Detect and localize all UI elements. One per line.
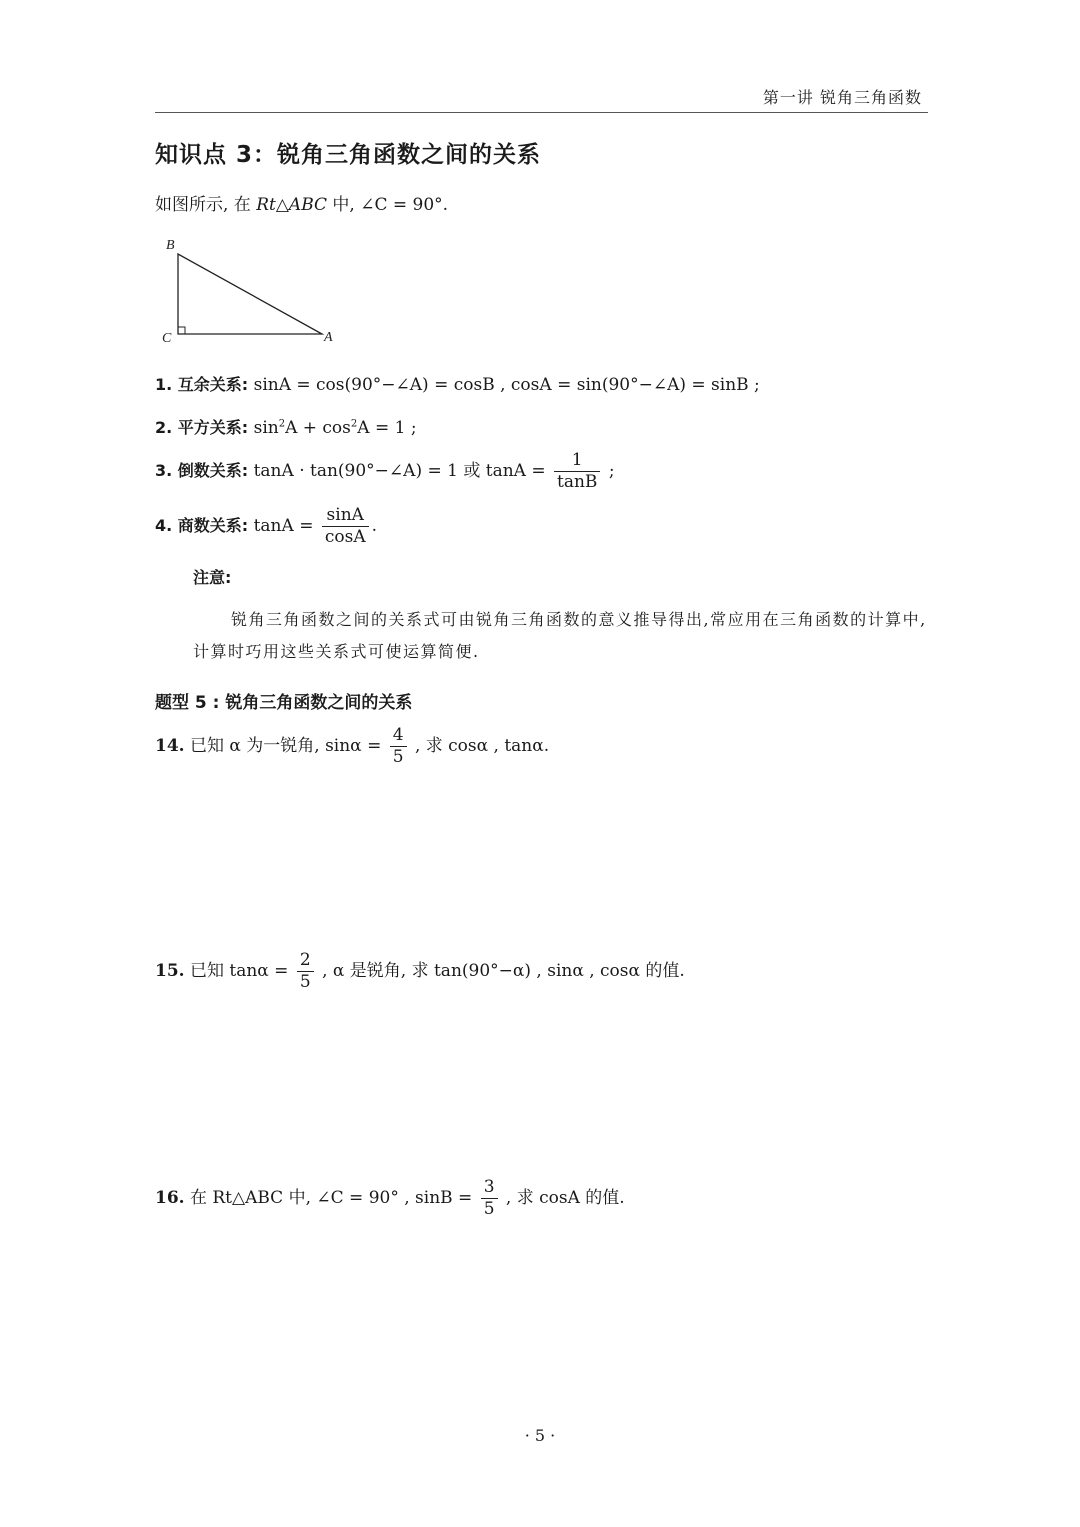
question-text: 在 Rt△ABC 中, ∠C = 90° , sinB = <box>184 1188 478 1208</box>
question-number: 15. <box>155 961 185 981</box>
fraction-denominator: 5 <box>392 747 404 767</box>
fraction <box>390 725 407 768</box>
vertex-label-b: B <box>166 238 175 253</box>
fraction-denominator: 5 <box>299 972 311 992</box>
superscript: 2 <box>278 418 286 430</box>
question-text: , 求 cosα , tanα. <box>409 736 550 756</box>
relation-label: 2. 平方关系: <box>155 418 249 437</box>
fraction <box>481 1177 498 1220</box>
page-number: · 5 · <box>524 1426 556 1445</box>
question-14 <box>155 725 549 768</box>
exercise-type-title: 题型 5 : 锐角三角函数之间的关系 <box>155 693 413 713</box>
superscript: 2 <box>350 418 358 430</box>
relation-formula-part: sin <box>248 418 279 438</box>
relation-formula-part: A = 1 ; <box>357 418 417 438</box>
fraction-numerator: 2 <box>297 950 314 972</box>
relation-label: 4. 商数关系: <box>155 516 249 535</box>
page-header <box>155 82 928 113</box>
fraction <box>554 450 600 493</box>
relation-label: 3. 倒数关系: <box>155 461 249 480</box>
vertex-label-a: A <box>324 330 333 345</box>
fraction-numerator: 1 <box>554 450 600 472</box>
relation-reciprocal <box>155 450 615 493</box>
fraction-denominator: cosA <box>324 527 366 547</box>
relation-tail: . <box>371 516 378 536</box>
relation-formula: tanA = <box>248 516 319 536</box>
question-text: 已知 α 为一锐角, sinα = <box>184 736 387 756</box>
relation-label: 1. 互余关系: <box>155 375 249 394</box>
fraction-denominator: tanB <box>557 472 598 492</box>
fraction-denominator: 5 <box>483 1199 495 1219</box>
intro-prefix: 如图所示, 在 <box>155 195 257 215</box>
intro-rt: Rt△ABC <box>256 195 328 215</box>
question-16 <box>155 1177 625 1220</box>
fraction-numerator: 4 <box>390 725 407 747</box>
fraction-numerator: 3 <box>481 1177 498 1199</box>
fraction-numerator: sinA <box>322 505 369 527</box>
note-label: 注意: <box>193 568 232 587</box>
relation-quotient <box>155 505 377 548</box>
relation-tail: ; <box>603 461 615 481</box>
relation-formula: tanA · tan(90°−∠A) = 1 或 tanA = <box>248 461 551 481</box>
relation-formula-part: A + cos <box>285 418 351 438</box>
question-15 <box>155 950 685 993</box>
fraction <box>322 505 369 548</box>
running-title: 第一讲 锐角三角函数 <box>762 88 922 107</box>
vertex-label-c: C <box>162 331 172 346</box>
right-angle-mark <box>178 327 185 334</box>
relation-square <box>155 415 417 438</box>
note-text: 锐角三角函数之间的关系式可由锐角三角函数的意义推导得出,常应用在三角函数的计算中,计算时巧用这些关系式可使运算简便. <box>193 610 927 661</box>
fraction <box>297 950 314 993</box>
right-triangle-figure <box>150 232 350 352</box>
question-text: , α 是锐角, 求 tan(90°−α) , sinα , cosα 的值. <box>316 961 685 981</box>
relation-complementary <box>155 372 760 395</box>
section-title: 知识点 3：锐角三角函数之间的关系 <box>155 142 542 168</box>
triangle-shape <box>178 254 322 334</box>
intro-text <box>155 190 448 215</box>
intro-mid: 中, ∠C = 90°. <box>327 195 449 215</box>
question-text: , 求 cosA 的值. <box>500 1188 625 1208</box>
question-number: 14. <box>155 736 185 756</box>
relation-formula: sinA = cos(90°−∠A) = cosB , cosA = sin(90°−∠A) = sinB ; <box>248 375 760 395</box>
question-number: 16. <box>155 1188 185 1208</box>
question-text: 已知 tanα = <box>184 961 294 981</box>
